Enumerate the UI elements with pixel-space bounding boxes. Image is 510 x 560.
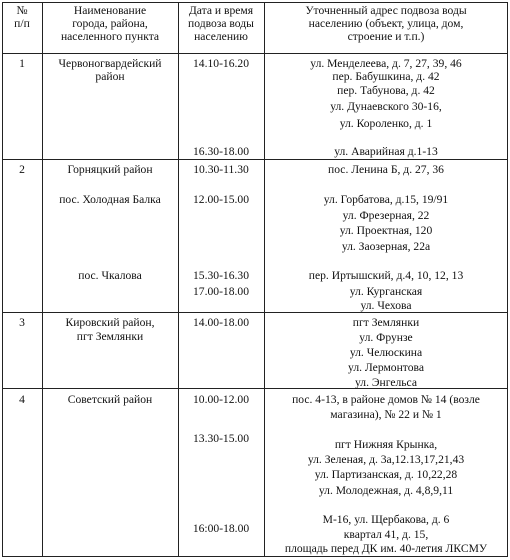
district-name: Советский район: [67, 393, 153, 406]
header-address-line: строение и т.п.): [347, 30, 425, 43]
delivery-time: 16:00-18.00: [192, 522, 250, 535]
header-address-line: населению (объект, улица, дом,: [308, 17, 464, 30]
header-time-line: Дата и время: [188, 4, 254, 17]
delivery-time: 15.30-16.30: [192, 269, 250, 282]
district-name: район: [95, 70, 125, 83]
delivery-time: 10.30-11.30: [193, 163, 249, 176]
address-line: пер. Табунова, д. 42: [337, 84, 435, 97]
column-divider: [42, 2, 43, 557]
address-line: пер. Бабушкина, д. 42: [332, 70, 440, 83]
table-border-left: [2, 2, 3, 557]
row-number: 3: [19, 316, 25, 329]
header-name-line: населенного пункта: [60, 30, 160, 43]
delivery-time: 14.10-16.20: [192, 57, 250, 70]
row-number: 1: [19, 57, 25, 70]
settlement-name: пос. Холодная Балка: [59, 193, 161, 206]
address-line: ул. Молодежная, д. 4,8,9,11: [318, 484, 454, 497]
address-line: пгт Землянки: [352, 316, 420, 329]
district-name: пгт Землянки: [76, 330, 144, 343]
district-name: Горняцкий район: [67, 163, 153, 176]
row-divider: [2, 388, 508, 389]
row-number: 2: [19, 163, 25, 176]
address-line: пос. Ленина Б, д. 27, 36: [328, 163, 444, 176]
settlement-name: пос. Чкалова: [78, 269, 142, 282]
header-name-line: города, района,: [72, 17, 148, 30]
header-name-line: Наименование: [73, 4, 147, 17]
delivery-time: 16.30-18.00: [192, 145, 250, 158]
row-divider: [2, 312, 508, 313]
address-line: ул. Лермонтова: [348, 361, 424, 374]
address-line: пгт Нижняя Крынка,: [334, 438, 438, 451]
row-number: 4: [19, 393, 25, 406]
delivery-time: 17.00-18.00: [192, 285, 250, 298]
table-border-bottom: [2, 556, 508, 557]
district-name: Червоногвардейский: [58, 57, 162, 70]
delivery-time: 12.00-15.00: [192, 193, 250, 206]
address-line: ул. Энгельса: [355, 376, 417, 389]
delivery-time: 14.00-18.00: [192, 316, 250, 329]
delivery-time: 13.30-15.00: [192, 432, 250, 445]
address-line: ул. Аварийная д.1-13: [334, 145, 438, 158]
header-time-line: населению: [194, 30, 248, 43]
column-divider: [178, 2, 179, 557]
header-num-line: №: [16, 4, 28, 17]
header-time-line: подвоза воды: [188, 17, 254, 30]
address-line: магазина), № 22 и № 1: [330, 408, 442, 421]
address-line: ул. Короленко, д. 1: [339, 117, 433, 130]
address-line: ул. Фрунзе: [359, 331, 413, 344]
address-line: ул. Челюскина: [349, 346, 423, 359]
header-address-line: Уточненный адрес подвоза воды: [305, 4, 467, 17]
delivery-time: 10.00-12.00: [192, 393, 250, 406]
district-name: Кировский район,: [65, 316, 155, 329]
address-line: пос. 4-13, в районе домов № 14 (возле: [292, 393, 480, 406]
address-line: пер. Иртышский, д.4, 10, 12, 13: [308, 269, 464, 282]
address-line: ул. Проектная, 120: [339, 224, 433, 237]
table-border-right: [507, 2, 508, 557]
column-divider: [264, 2, 265, 557]
address-line: ул. Заозерная, 22а: [341, 240, 431, 253]
address-line: М-16, ул. Щербакова, д. 6: [322, 513, 450, 526]
address-line: ул. Чехова: [360, 299, 412, 312]
address-line: ул. Курганская: [349, 285, 423, 298]
address-line: ул. Дунаевского 30-16,: [330, 100, 442, 113]
address-line: ул. Менделеева, д. 7, 27, 39, 46: [310, 57, 462, 70]
address-line: ул. Фрезерная, 22: [342, 209, 430, 222]
address-line: площадь перед ДК им. 40-летия ЛКСМУ: [284, 542, 488, 555]
address-line: ул. Горбатова, д.15, 19/91: [323, 193, 449, 206]
address-line: квартал 41, д. 15,: [343, 528, 429, 541]
header-num-line: п/п: [14, 17, 30, 30]
address-line: ул. Партизанская, д. 10,22,28: [314, 468, 458, 481]
table-border-top: [2, 2, 508, 3]
header-divider: [2, 53, 508, 54]
address-line: ул. Зеленая, д. 3а,12.13,17,21,43: [307, 453, 465, 466]
row-divider: [2, 159, 508, 160]
